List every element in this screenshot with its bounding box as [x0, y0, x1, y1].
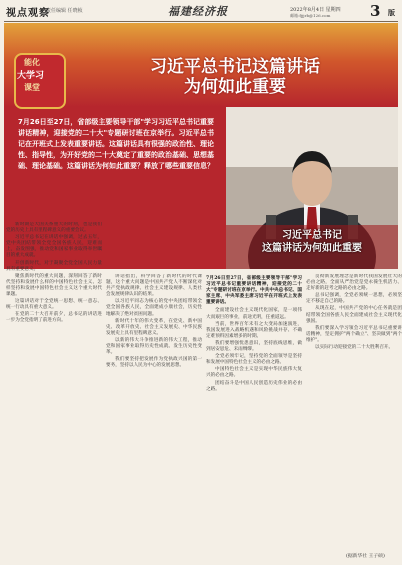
body-column-2 [106, 274, 202, 556]
badge-line-1: 能化 [24, 57, 40, 67]
paragraph: 总书记强调，全党必须统一思想，必须坚定不移走自己的路。 [306, 293, 402, 305]
paragraph: 新时期是大国关系重大的时刻，也是我们党的历史上具有里程碑意义的重要会议。 [6, 222, 102, 234]
paper-name: 福建经济报 [168, 5, 228, 18]
paragraph: 当前，世界百年未有之大变局加速演进，我国发展进入战略机遇和风险挑战并存、不确定难预料因素增多的时期。 [206, 321, 302, 339]
photo-credit: 7月26日至27日，省部级主要领导干部"学习习近平总书记重要讲话精神，迎接党的二十大"专题研讨班在京举行。中共中央总书记、国家主席、中央军委主席习近平在开班式上发表重要讲话。 [206, 276, 302, 306]
masthead-rule [4, 21, 398, 22]
body-column-4 [306, 274, 402, 556]
paragraph: 我们要深入学习领会习近平总书记重要讲话精神，坚定拥护"两个确立"、坚决做到"两个维护"。 [306, 325, 402, 343]
body-column-1 [6, 222, 102, 560]
paragraph: 新时代十年的伟大变革，在党史、新中国史、改革开放史、社会主义发展史、中华民族发展史上具有里程碑意义。 [106, 318, 202, 336]
paragraph: 我们要增强忧患意识，坚持底线思维，做到居安思危、未雨绸缪。 [206, 340, 302, 353]
page-label: 版 [388, 8, 395, 17]
paragraph: 中国特色社会主义是实现中华民族伟大复兴的必由之路。 [206, 367, 302, 379]
editor-email: 邮箱:fjjjrb@126.com [290, 13, 331, 18]
photo-caption-line-2: 这篇讲话为何如此重要 [262, 243, 362, 254]
paragraph: 贯彻新发展理念是新时代我国发展壮大的必由之路，全面从严治党是党永葆生机活力、走好新的赶考之路的必由之路。 [306, 274, 402, 292]
paragraph: 全党必须牢记，坚持党的全面领导是坚持和发展中国特色社会主义的必由之路。 [206, 354, 302, 366]
headline-line-2: 为何如此重要 [184, 77, 286, 97]
news-photo [226, 107, 398, 269]
column-editor: 责任编辑 任晓桢 [46, 8, 83, 14]
paragraph: 聚焦新时代的重大问题，深刻回答了新时代坚持和发展什么样的中国特色社会主义、怎样坚持和发展中国特色社会主义这个重大时代课题。 [6, 273, 102, 298]
masthead [0, 0, 402, 22]
page-number: 3 [370, 2, 381, 20]
photo-caption-line-1: 习近平总书记 [282, 230, 342, 241]
paragraph: 团结奋斗是中国人民创造历史伟业的必由之路。 [206, 380, 302, 392]
lead-paragraph: 7月26日至27日，省部级主要领导干部"学习习近平总书记重要讲话精神，迎接党的二十大"专题研讨班在京举行。习近平总书记在开班式上发表重要讲话。这篇讲话具有很强的政治性、理论性、指导性，为开好党的二十大奠定了重要的政治基础、思想基础、理论基础。这篇讲话为何如此重要？释放了哪些重要信息？ [18, 118, 214, 170]
paragraph: 讲话指出，科学回答了新时代的时代课题，这个重大问题是中国共产党人不断深化对共产党执政规律、社会主义建设规律、人类社会发展规律认识的结果。 [106, 274, 202, 298]
body-column-3 [206, 274, 302, 556]
issue-date: 2022年8月4日 星期四 [290, 7, 341, 13]
paragraph: 以实际行动迎接党的二十大胜利召开。 [315, 345, 394, 351]
paragraph: 全面建设社会主义现代化国家，是一项伟大而艰巨的事业，前途光明，任重道远。 [206, 308, 302, 320]
column-name: 视点观察 [6, 8, 50, 19]
photo-caption [226, 229, 398, 255]
column-badge [14, 53, 66, 109]
paragraph: 我们要坚持把发展作为党执政兴国的第一要务，坚持以人民为中心的发展思想。 [106, 357, 202, 369]
headline [100, 57, 370, 97]
badge-line-3: 课堂 [24, 82, 40, 92]
byline: (据新华社 王子硕) [346, 554, 385, 559]
paragraph: 从现在起，中国共产党的中心任务就是团结带领全国各族人民全面建成社会主义现代化强国。 [306, 306, 402, 324]
paragraph: 以习近平同志为核心的党中央团结带领全党全国各族人民，全面建成小康社会，历史性地解决了绝对贫困问题。 [106, 299, 202, 317]
paragraph: 以新的伟大斗争推进新的伟大工程，推动党和国家事业取得历史性成就、发生历史性变革。 [106, 337, 202, 356]
paragraph: 开创新时代，对于凝聚全党全国人民力量具有重要意义。 [6, 260, 102, 272]
paragraph: 在党的二十大召开前夕，总书记的讲话进一步为全党指明了前进方向。 [6, 312, 102, 324]
badge-line-2: 大学习 [17, 71, 45, 81]
paragraph: 习近平总书记在讲话中强调，过去五年，党中央团结带领全党全国各族人民，迎难而上，奋发图强，推动党和国家事业取得举世瞩目的重大成就。 [6, 235, 102, 259]
headline-line-1: 习近平总书记这篇讲话 [150, 57, 320, 77]
paragraph: 这篇讲话对于全党统一思想、统一意志、统一行动具有重大意义。 [6, 299, 102, 311]
